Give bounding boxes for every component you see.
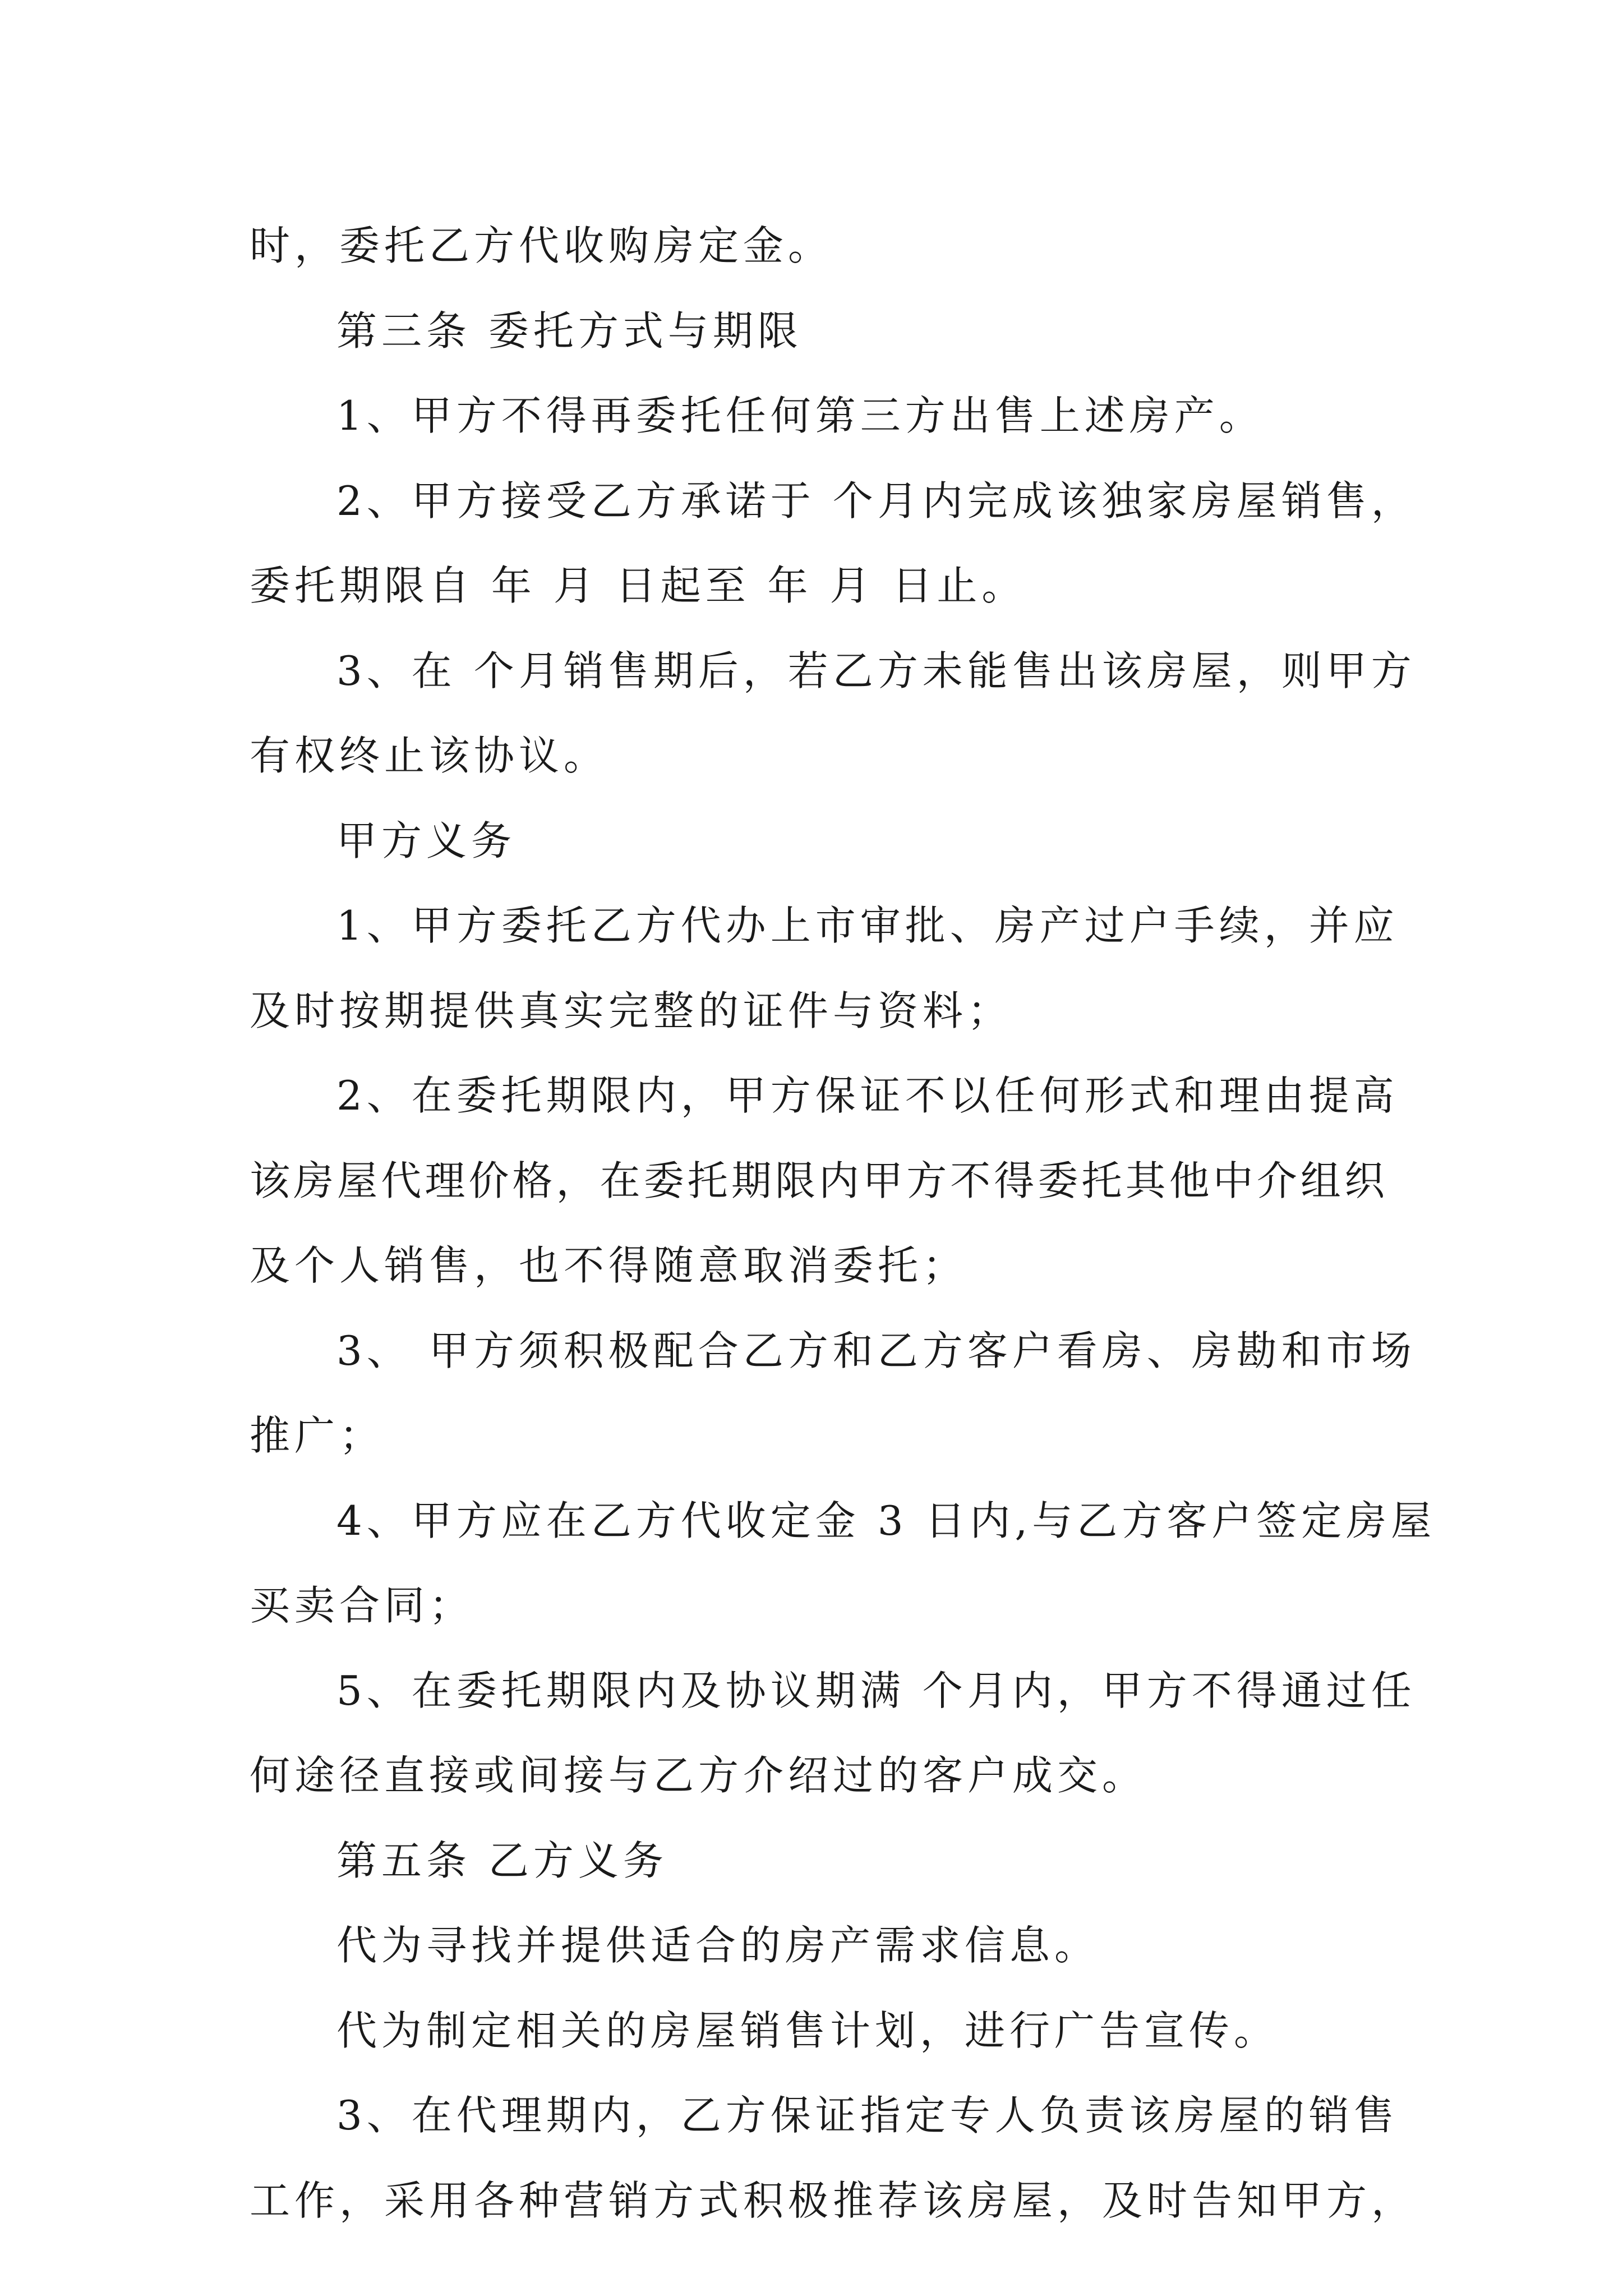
text-line-24: 工作，采用各种营销方式积极推荐该房屋，及时告知甲方， bbox=[250, 2177, 1417, 2224]
text-line-5: 委托期限自 年 月 日起至 年 月 日止。 bbox=[250, 562, 1027, 609]
text-line-23: 3、在代理期内，乙方保证指定专人负责该房屋的销售 bbox=[336, 2092, 1399, 2139]
text-line-4: 2、甲方接受乙方承诺于 个月内完成该独家房屋销售， bbox=[336, 477, 1416, 524]
text-line-9: 1、甲方委托乙方代办上市审批、房产过户手续，并应 bbox=[336, 902, 1399, 949]
text-line-12: 该房屋代理价格，在委托期限内甲方不得委托其他中介组织 bbox=[250, 1157, 1388, 1204]
text-line-19: 何途径直接或间接与乙方介绍过的客户成交。 bbox=[250, 1752, 1147, 1799]
text-line-14: 3、 甲方须积极配合乙方和乙方客户看房、房勘和市场 bbox=[336, 1327, 1416, 1374]
section-heading-article-3: 第三条 委托方式与期限 bbox=[336, 307, 803, 355]
text-line-22: 代为制定相关的房屋销售计划，进行广告宣传。 bbox=[336, 2007, 1279, 2054]
section-heading-article-5: 第五条 乙方义务 bbox=[336, 1837, 668, 1884]
text-line-13: 及个人销售，也不得随意取消委托； bbox=[250, 1242, 968, 1289]
section-heading-party-a-obligations: 甲方义务 bbox=[336, 817, 517, 864]
text-line-1: 时，委托乙方代收购房定金。 bbox=[250, 222, 833, 269]
text-line-15: 推广； bbox=[250, 1412, 385, 1459]
text-line-11: 2、在委托期限内，甲方保证不以任何形式和理由提高 bbox=[336, 1072, 1399, 1119]
text-line-18: 5、在委托期限内及协议期满 个月内，甲方不得通过任 bbox=[336, 1667, 1416, 1714]
text-line-7: 有权终止该协议。 bbox=[250, 732, 609, 779]
text-line-6: 3、在 个月销售期后，若乙方未能售出该房屋，则甲方 bbox=[336, 647, 1416, 694]
text-line-16: 4、甲方应在乙方代收定金 3 日内,与乙方客户签定房屋 bbox=[336, 1497, 1436, 1544]
text-line-10: 及时按期提供真实完整的证件与资料； bbox=[250, 987, 1013, 1034]
text-line-3: 1、甲方不得再委托任何第三方出售上述房产。 bbox=[336, 392, 1264, 439]
text-line-17: 买卖合同； bbox=[250, 1582, 474, 1629]
text-line-21: 代为寻找并提供适合的房产需求信息。 bbox=[336, 1922, 1100, 1969]
